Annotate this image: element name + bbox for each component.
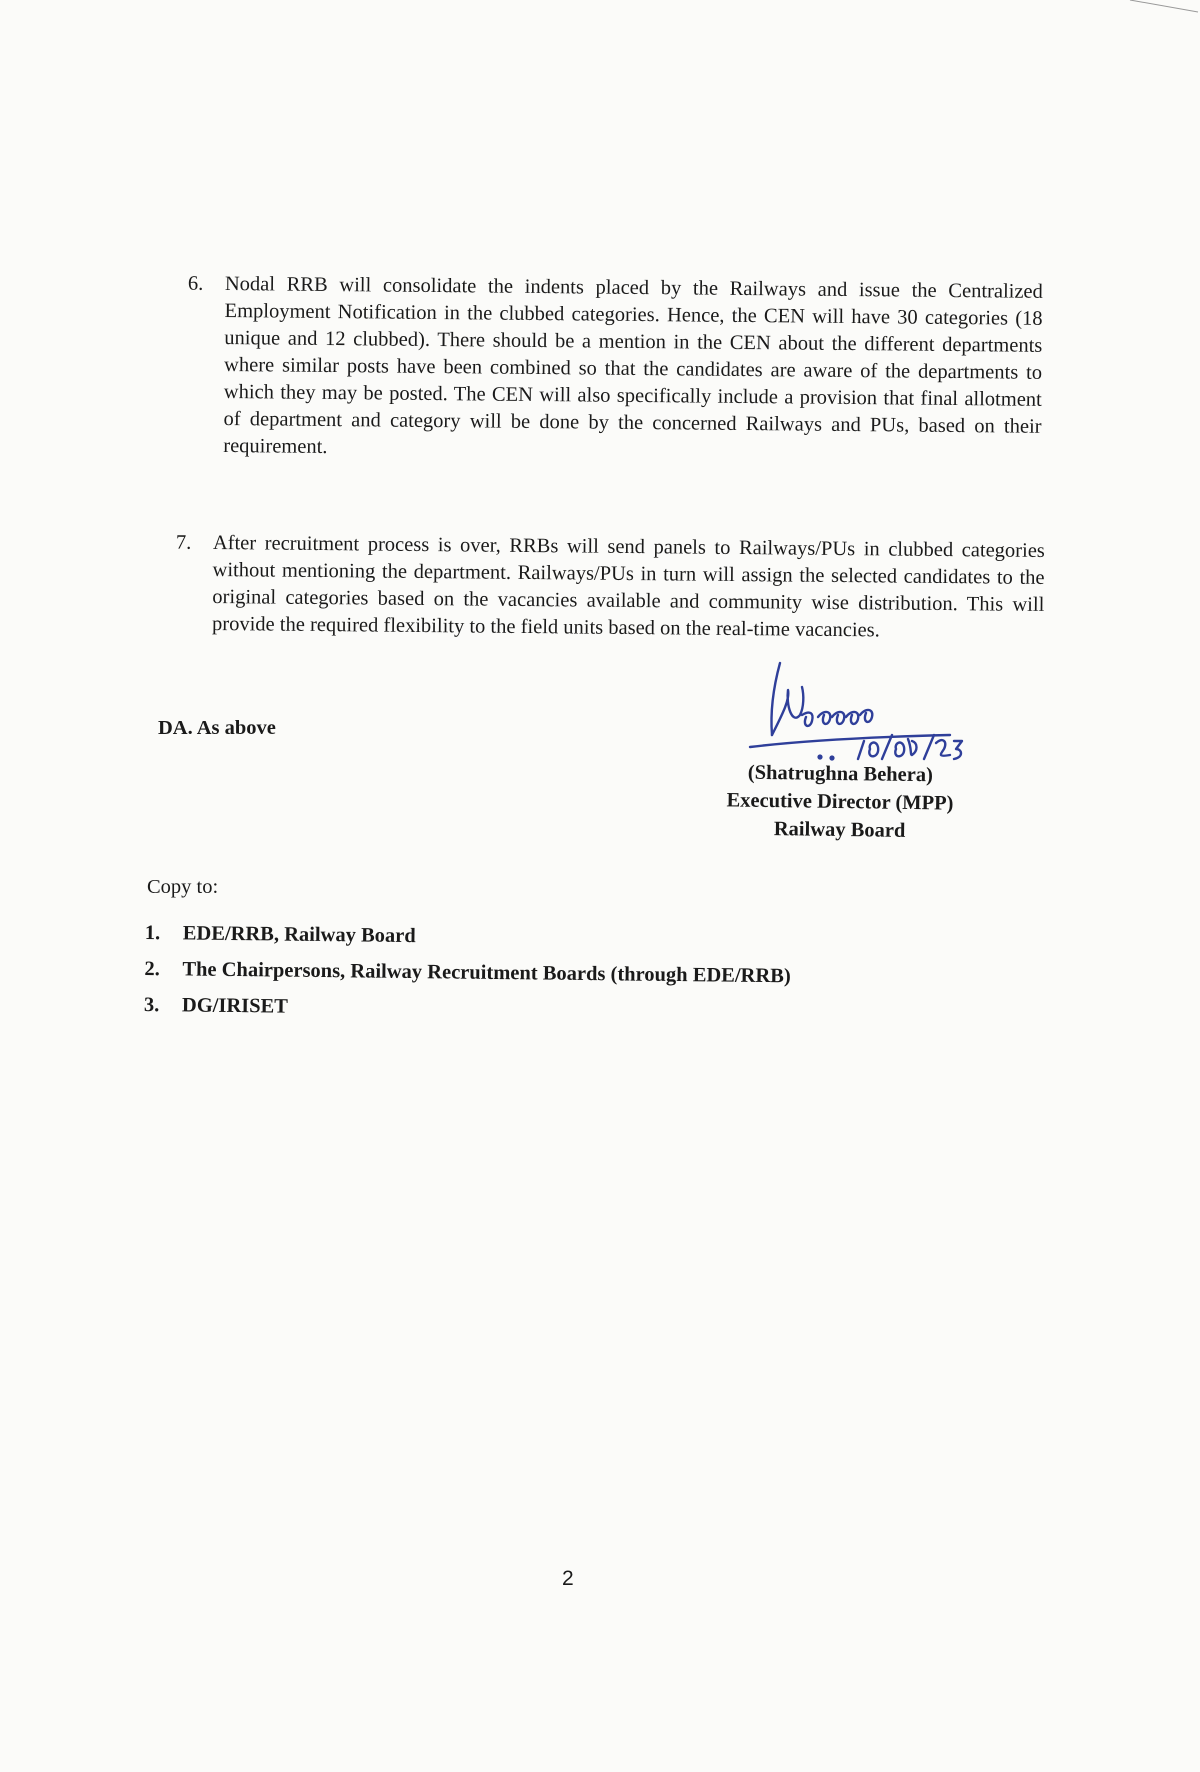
copy-to-list	[144, 915, 792, 1030]
paragraph-7	[175, 530, 1045, 646]
list-item	[144, 987, 791, 1030]
handwritten-signature	[740, 655, 970, 765]
enclosure-note: DA. As above	[158, 717, 276, 739]
paragraph-number: 6.	[187, 272, 204, 295]
signatory-designation: Executive Director (MPP)	[726, 789, 954, 815]
paragraph-text: Nodal RRB will consolidate the indents placed by the Railways and issue the Centralized Employment Notification in the clubbed categories. Hence, the CEN will have 30 categories (18 unique and 12 clubbed). There should be a mention in the CEN about the different departments where similar posts have been combined so that the candidates are aware of the departments to which they may be posted. The CEN will also specifically include a provision that final allotment of department and category will be done by the concerned Railways and PUs, based on their requirement.	[223, 272, 1043, 458]
list-item-number: 2.	[144, 957, 160, 981]
page-number: 2	[562, 1567, 574, 1590]
signatory-office: Railway Board	[773, 818, 906, 842]
signatory-name: (Shatrughna Behera)	[747, 761, 934, 787]
paragraph-text: After recruitment process is over, RRBs will send panels to Railways/PUs in clubbed categories without mentioning the department. Railways/PUs in turn will assign the selected candidates to the original categories based on the vacancies available and community wise distribution. This will provide the required flexibility to the field units based on the real-time vacancies.	[211, 531, 1045, 642]
signatory-block	[689, 758, 990, 846]
list-item-text: DG/IRISET	[181, 994, 289, 1018]
list-item-number: 1.	[144, 921, 161, 945]
list-item-text: EDE/RRB, Railway Board	[182, 922, 416, 948]
paragraph-number: 7.	[175, 531, 192, 554]
list-item-text: The Chairpersons, Railway Recruitment Boards (through EDE/RRB)	[182, 958, 791, 988]
paragraph-6	[187, 271, 1043, 468]
scan-edge-mark	[1100, 0, 1200, 20]
copy-to-heading: Copy to:	[147, 876, 219, 898]
list-item-number: 3.	[143, 993, 160, 1017]
